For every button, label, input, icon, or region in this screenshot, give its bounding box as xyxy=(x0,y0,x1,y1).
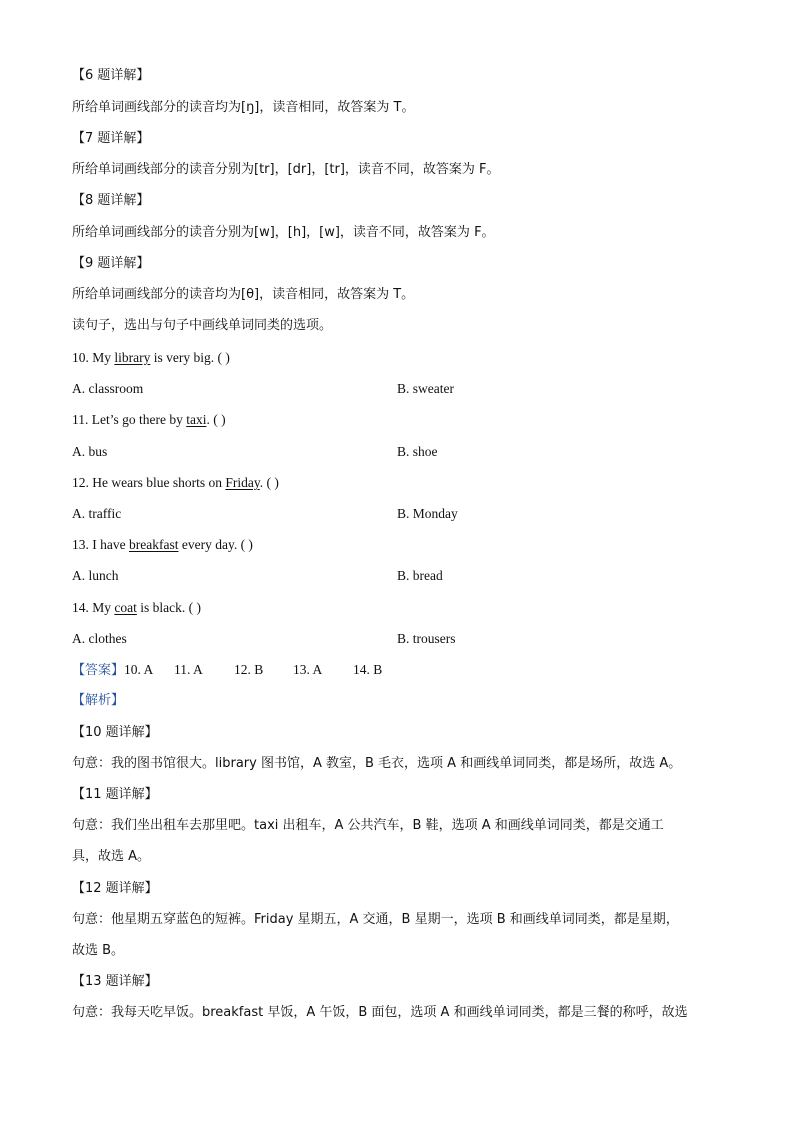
question-12-end: . ( ) xyxy=(259,475,279,490)
q6-detail-text: 所给单词画线部分的读音均为[ŋ]，读音相同，故答案为 T。 xyxy=(72,100,415,115)
question-13-underlined-word: breakfast xyxy=(128,537,179,552)
question-11-option-b: B. shoe xyxy=(397,444,438,459)
q10-detail-line-1: 句意：我的图书馆很大。library 图书馆，A 教室，B 毛衣，选项 A 和画线单词同类，都是场所，故选 A。 xyxy=(72,756,682,771)
q7-detail-text: 所给单词画线部分的读音分别为[tr]，[dr]，[tr]，读音不同，故答案为 F。 xyxy=(72,162,500,177)
question-12 xyxy=(72,475,279,491)
question-13-option-b: B. bread xyxy=(397,568,443,583)
answer-10: 10. A xyxy=(124,662,154,677)
question-11-option-a: A. bus xyxy=(72,444,108,459)
question-13-end: every day. ( ) xyxy=(178,537,253,552)
question-14-option-a: A. clothes xyxy=(72,631,127,646)
question-14 xyxy=(72,600,201,616)
q9-detail-text: 所给单词画线部分的读音均为[θ]，读音相同，故答案为 T。 xyxy=(72,287,415,302)
q8-detail-text: 所给单词画线部分的读音分别为[w]，[h]，[w]，读音不同，故答案为 F。 xyxy=(72,225,495,240)
q13-detail-heading: 【13 题详解】 xyxy=(72,974,158,989)
answer-line xyxy=(72,662,393,679)
question-10-option-b: B. sweater xyxy=(397,381,454,396)
answer-14: 14. B xyxy=(353,662,383,677)
question-14-start: 14. My xyxy=(72,600,115,615)
question-14-option-b: B. trousers xyxy=(397,631,456,646)
question-10-end: is very big. ( ) xyxy=(150,350,230,365)
question-11-end: . ( ) xyxy=(206,412,226,427)
q12-detail-line-1: 句意：他星期五穿蓝色的短裤。Friday 星期五，A 交通，B 星期一，选项 B 和画线单词同类，都是星期， xyxy=(72,912,679,927)
answer-label: 【答案】 xyxy=(72,663,125,678)
question-10-option-a: A. classroom xyxy=(72,381,144,396)
q11-detail-heading: 【11 题详解】 xyxy=(72,787,158,802)
question-13-option-a: A. lunch xyxy=(72,568,119,583)
question-12-underlined-word: Friday xyxy=(225,475,260,490)
section-instruction: 读句子，选出与句子中画线单词同类的选项。 xyxy=(72,318,333,333)
question-13 xyxy=(72,537,253,553)
q9-detail-heading: 【9 题详解】 xyxy=(72,256,150,271)
question-12-option-b: B. Monday xyxy=(397,506,458,521)
question-11-start: 11. Let’s go there by xyxy=(72,412,187,427)
q8-detail-heading: 【8 题详解】 xyxy=(72,193,150,208)
q11-detail-line-1: 句意：我们坐出租车去那里吧。taxi 出租车，A 公共汽车，B 鞋，选项 A 和画线单词同类，都是交通工 xyxy=(72,818,664,833)
question-12-start: 12. He wears blue shorts on xyxy=(72,475,226,490)
question-12-option-a: A. traffic xyxy=(72,506,122,521)
question-10-start: 10. My xyxy=(72,350,115,365)
question-14-underlined-word: coat xyxy=(114,600,137,615)
question-10 xyxy=(72,350,230,366)
q12-detail-heading: 【12 题详解】 xyxy=(72,881,158,896)
q13-detail-line-1: 句意：我每天吃早饭。breakfast 早饭，A 午饭，B 面包，选项 A 和画线单词同类，都是三餐的称呼，故选 xyxy=(72,1005,688,1020)
question-14-end: is black. ( ) xyxy=(136,600,201,615)
q7-detail-heading: 【7 题详解】 xyxy=(72,131,150,146)
q10-detail-heading: 【10 题详解】 xyxy=(72,725,158,740)
q12-detail-line-2: 故选 B。 xyxy=(72,943,125,958)
question-10-underlined-word: library xyxy=(114,350,151,365)
answer-12: 12. B xyxy=(234,662,264,677)
analysis-label: 【解析】 xyxy=(72,693,125,708)
answer-13: 13. A xyxy=(293,662,323,677)
q6-detail-heading: 【6 题详解】 xyxy=(72,68,150,83)
question-11-underlined-word: taxi xyxy=(186,412,207,427)
answer-11: 11. A xyxy=(174,662,203,677)
q11-detail-line-2: 具，故选 A。 xyxy=(72,849,151,864)
question-13-start: 13. I have xyxy=(72,537,129,552)
question-11 xyxy=(72,412,226,428)
